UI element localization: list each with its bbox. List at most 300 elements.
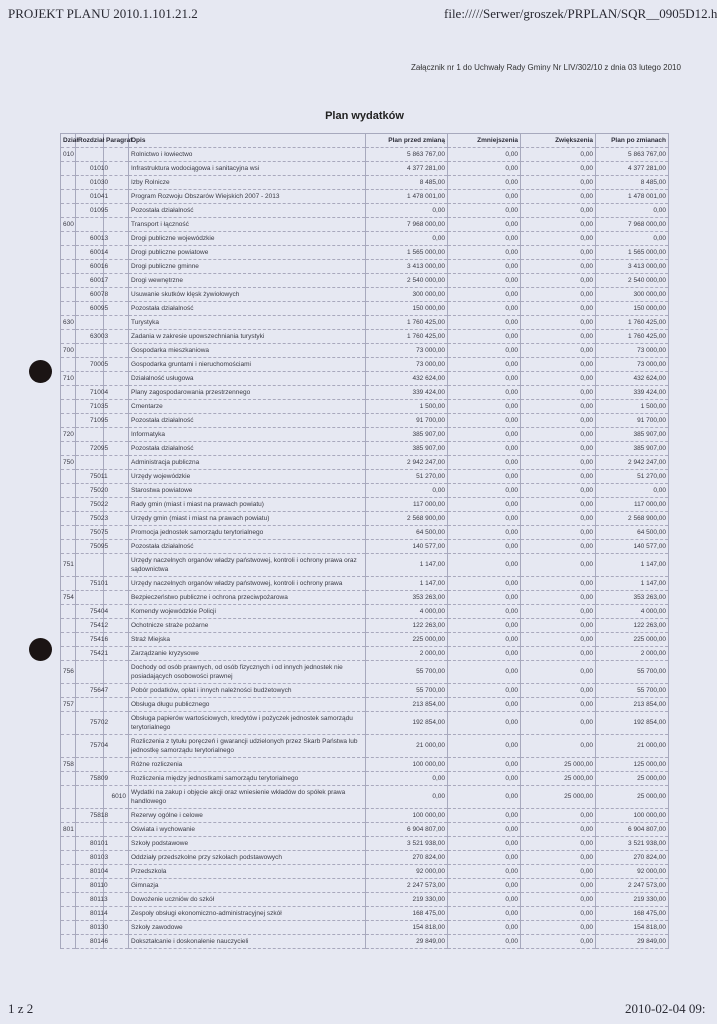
cell-zmniejszenia: 0,00	[448, 935, 521, 949]
cell-plan-po: 2 568 900,00	[596, 512, 669, 526]
cell-plan-po: 192 854,00	[596, 712, 669, 735]
cell-plan-przed: 1 565 000,00	[366, 246, 448, 260]
col-header-zwiekszenia: Zwiększenia	[521, 134, 596, 148]
cell-paragraf	[104, 591, 129, 605]
cell-plan-po: 300 000,00	[596, 288, 669, 302]
cell-zmniejszenia: 0,00	[448, 330, 521, 344]
cell-dzial	[61, 176, 76, 190]
cell-plan-po: 432 624,00	[596, 372, 669, 386]
cell-rozdzial: 01095	[76, 204, 104, 218]
cell-zwiekszenia: 0,00	[521, 190, 596, 204]
table-row	[61, 921, 669, 935]
cell-opis: Zespoły obsługi ekonomiczno-administracyjnej szkół	[129, 907, 366, 921]
cell-plan-przed: 385 907,00	[366, 442, 448, 456]
cell-zmniejszenia: 0,00	[448, 148, 521, 162]
cell-plan-przed: 213 854,00	[366, 698, 448, 712]
cell-dzial	[61, 162, 76, 176]
cell-zmniejszenia: 0,00	[448, 400, 521, 414]
cell-plan-przed: 0,00	[366, 786, 448, 809]
cell-plan-po: 0,00	[596, 204, 669, 218]
col-header-paragraf: Paragraf	[104, 134, 129, 148]
cell-plan-po: 2 247 573,00	[596, 879, 669, 893]
cell-rozdzial: 80104	[76, 865, 104, 879]
cell-opis: Administracja publiczna	[129, 456, 366, 470]
cell-dzial: 754	[61, 591, 76, 605]
table-row	[61, 386, 669, 400]
table-row	[61, 190, 669, 204]
cell-zwiekszenia: 0,00	[521, 260, 596, 274]
cell-rozdzial	[76, 698, 104, 712]
cell-rozdzial: 60014	[76, 246, 104, 260]
table-row	[61, 442, 669, 456]
cell-dzial	[61, 647, 76, 661]
cell-plan-po: 2 540 000,00	[596, 274, 669, 288]
cell-dzial: 600	[61, 218, 76, 232]
cell-zwiekszenia: 0,00	[521, 712, 596, 735]
cell-dzial	[61, 414, 76, 428]
cell-opis: Dochody od osób prawnych, od osób fizycznych i od innych jednostek nie posiadających osobowości prawnej	[129, 661, 366, 684]
cell-plan-po: 4 000,00	[596, 605, 669, 619]
cell-plan-po: 8 485,00	[596, 176, 669, 190]
cell-plan-po: 92 000,00	[596, 865, 669, 879]
cell-dzial	[61, 577, 76, 591]
cell-zwiekszenia: 0,00	[521, 204, 596, 218]
cell-dzial	[61, 540, 76, 554]
cell-zwiekszenia: 0,00	[521, 288, 596, 302]
cell-rozdzial: 75020	[76, 484, 104, 498]
table-row	[61, 232, 669, 246]
cell-opis: Drogi publiczne powiatowe	[129, 246, 366, 260]
cell-plan-przed: 29 849,00	[366, 935, 448, 949]
cell-plan-przed: 339 424,00	[366, 386, 448, 400]
cell-rozdzial	[76, 661, 104, 684]
cell-plan-przed: 2 540 000,00	[366, 274, 448, 288]
cell-plan-przed: 1 478 001,00	[366, 190, 448, 204]
cell-opis: Szkoły podstawowe	[129, 837, 366, 851]
table-row	[61, 414, 669, 428]
cell-opis: Rezerwy ogólne i celowe	[129, 809, 366, 823]
cell-rozdzial: 60095	[76, 302, 104, 316]
cell-zwiekszenia: 25 000,00	[521, 772, 596, 786]
cell-plan-przed: 192 854,00	[366, 712, 448, 735]
cell-zmniejszenia: 0,00	[448, 456, 521, 470]
cell-opis: Dowożenie uczniów do szkół	[129, 893, 366, 907]
cell-plan-przed: 225 000,00	[366, 633, 448, 647]
cell-plan-po: 25 000,00	[596, 772, 669, 786]
cell-rozdzial	[76, 591, 104, 605]
cell-dzial: 010	[61, 148, 76, 162]
cell-plan-po: 6 904 807,00	[596, 823, 669, 837]
table-row	[61, 893, 669, 907]
cell-zmniejszenia: 0,00	[448, 879, 521, 893]
cell-zwiekszenia: 0,00	[521, 661, 596, 684]
cell-opis: Turystyka	[129, 316, 366, 330]
cell-plan-przed: 2 000,00	[366, 647, 448, 661]
cell-zwiekszenia: 0,00	[521, 176, 596, 190]
cell-zwiekszenia: 0,00	[521, 591, 596, 605]
cell-zmniejszenia: 0,00	[448, 633, 521, 647]
table-row	[61, 204, 669, 218]
cell-dzial	[61, 712, 76, 735]
table-row	[61, 851, 669, 865]
cell-dzial: 630	[61, 316, 76, 330]
table-row	[61, 456, 669, 470]
cell-dzial	[61, 907, 76, 921]
cell-opis: Oddziały przedszkolne przy szkołach podstawowych	[129, 851, 366, 865]
cell-opis: Gospodarka gruntami i nieruchomościami	[129, 358, 366, 372]
cell-rozdzial	[76, 823, 104, 837]
cell-zmniejszenia: 0,00	[448, 865, 521, 879]
cell-zwiekszenia: 0,00	[521, 456, 596, 470]
cell-zmniejszenia: 0,00	[448, 316, 521, 330]
cell-paragraf	[104, 428, 129, 442]
cell-rozdzial: 75404	[76, 605, 104, 619]
cell-plan-przed: 219 330,00	[366, 893, 448, 907]
cell-plan-po: 55 700,00	[596, 684, 669, 698]
cell-plan-po: 29 849,00	[596, 935, 669, 949]
cell-zmniejszenia: 0,00	[448, 837, 521, 851]
cell-zmniejszenia: 0,00	[448, 540, 521, 554]
cell-dzial	[61, 619, 76, 633]
cell-plan-po: 0,00	[596, 232, 669, 246]
cell-dzial	[61, 470, 76, 484]
table-row	[61, 591, 669, 605]
cell-plan-przed: 73 000,00	[366, 358, 448, 372]
cell-plan-po: 0,00	[596, 484, 669, 498]
cell-rozdzial: 71095	[76, 414, 104, 428]
cell-opis: Plany zagospodarowania przestrzennego	[129, 386, 366, 400]
cell-opis: Zarządzanie kryzysowe	[129, 647, 366, 661]
cell-plan-po: 1 760 425,00	[596, 330, 669, 344]
cell-zmniejszenia: 0,00	[448, 176, 521, 190]
cell-rozdzial: 75075	[76, 526, 104, 540]
table-row	[61, 274, 669, 288]
cell-zwiekszenia: 0,00	[521, 540, 596, 554]
cell-opis: Rozliczenia z tytułu poręczeń i gwarancji udzielonych przez Skarb Państwa lub jednostkę samorządu terytorialnego	[129, 735, 366, 758]
table-row	[61, 712, 669, 735]
cell-plan-przed: 122 263,00	[366, 619, 448, 633]
cell-zmniejszenia: 0,00	[448, 372, 521, 386]
table-row	[61, 823, 669, 837]
cell-paragraf	[104, 758, 129, 772]
cell-paragraf	[104, 823, 129, 837]
cell-opis: Infrastruktura wodociągowa i sanitacyjna wsi	[129, 162, 366, 176]
cell-zmniejszenia: 0,00	[448, 428, 521, 442]
cell-rozdzial: 75704	[76, 735, 104, 758]
cell-opis: Pozostała działalność	[129, 442, 366, 456]
cell-opis: Pobór podatków, opłat i innych należności budżetowych	[129, 684, 366, 698]
table-row	[61, 865, 669, 879]
cell-rozdzial: 01010	[76, 162, 104, 176]
cell-zwiekszenia: 0,00	[521, 893, 596, 907]
cell-dzial	[61, 288, 76, 302]
cell-dzial	[61, 330, 76, 344]
table-row	[61, 605, 669, 619]
cell-dzial	[61, 865, 76, 879]
cell-plan-po: 339 424,00	[596, 386, 669, 400]
cell-rozdzial	[76, 554, 104, 577]
cell-dzial	[61, 274, 76, 288]
cell-zmniejszenia: 0,00	[448, 442, 521, 456]
cell-zmniejszenia: 0,00	[448, 190, 521, 204]
cell-zmniejszenia: 0,00	[448, 851, 521, 865]
cell-plan-przed: 3 521 938,00	[366, 837, 448, 851]
cell-rozdzial: 80130	[76, 921, 104, 935]
cell-dzial	[61, 786, 76, 809]
page-title	[0, 110, 701, 122]
cell-plan-po: 117 000,00	[596, 498, 669, 512]
cell-plan-przed: 0,00	[366, 204, 448, 218]
cell-rozdzial: 75023	[76, 512, 104, 526]
cell-paragraf	[104, 456, 129, 470]
cell-dzial	[61, 498, 76, 512]
cell-zmniejszenia: 0,00	[448, 498, 521, 512]
table-row	[61, 358, 669, 372]
cell-zwiekszenia: 0,00	[521, 316, 596, 330]
cell-opis: Informatyka	[129, 428, 366, 442]
cell-opis: Obsługa papierów wartościowych, kredytów i pożyczek jednostek samorządu terytorialnego	[129, 712, 366, 735]
cell-plan-przed: 154 818,00	[366, 921, 448, 935]
col-header-opis: Opis	[129, 134, 366, 148]
print-footer-page: 1 z 2	[8, 1001, 34, 1016]
cell-zmniejszenia: 0,00	[448, 554, 521, 577]
cell-plan-przed: 432 624,00	[366, 372, 448, 386]
cell-zwiekszenia: 0,00	[521, 698, 596, 712]
table-row	[61, 400, 669, 414]
cell-rozdzial	[76, 344, 104, 358]
cell-dzial	[61, 386, 76, 400]
cell-opis: Różne rozliczenia	[129, 758, 366, 772]
cell-opis: Urzędy naczelnych organów władzy państwowej, kontroli i ochrony prawa oraz sądownictwa	[129, 554, 366, 577]
cell-rozdzial: 75101	[76, 577, 104, 591]
cell-zwiekszenia: 0,00	[521, 735, 596, 758]
cell-zwiekszenia: 0,00	[521, 619, 596, 633]
cell-opis: Usuwanie skutków klęsk żywiołowych	[129, 288, 366, 302]
cell-zwiekszenia: 0,00	[521, 344, 596, 358]
cell-rozdzial: 75809	[76, 772, 104, 786]
cell-opis: Komendy wojewódzkie Policji	[129, 605, 366, 619]
cell-dzial: 710	[61, 372, 76, 386]
table-row	[61, 879, 669, 893]
cell-zmniejszenia: 0,00	[448, 591, 521, 605]
cell-opis: Pozostała działalność	[129, 540, 366, 554]
table-row	[61, 288, 669, 302]
table-row	[61, 758, 669, 772]
cell-plan-przed: 51 270,00	[366, 470, 448, 484]
cell-opis: Drogi publiczne gminne	[129, 260, 366, 274]
cell-plan-przed: 0,00	[366, 232, 448, 246]
cell-rozdzial	[76, 758, 104, 772]
cell-zwiekszenia: 0,00	[521, 851, 596, 865]
col-header-plan-po: Plan po zmianach	[596, 134, 669, 148]
table-row	[61, 470, 669, 484]
cell-dzial	[61, 735, 76, 758]
cell-zwiekszenia: 0,00	[521, 684, 596, 698]
cell-zmniejszenia: 0,00	[448, 274, 521, 288]
cell-plan-przed: 168 475,00	[366, 907, 448, 921]
cell-plan-po: 213 854,00	[596, 698, 669, 712]
cell-plan-przed: 8 485,00	[366, 176, 448, 190]
cell-zwiekszenia: 0,00	[521, 428, 596, 442]
cell-plan-po: 353 263,00	[596, 591, 669, 605]
cell-opis: Drogi wewnętrzne	[129, 274, 366, 288]
cell-plan-po: 5 863 767,00	[596, 148, 669, 162]
cell-dzial	[61, 484, 76, 498]
cell-rozdzial: 80114	[76, 907, 104, 921]
cell-plan-przed: 2 942 247,00	[366, 456, 448, 470]
cell-zwiekszenia: 0,00	[521, 935, 596, 949]
cell-opis: Straż Miejska	[129, 633, 366, 647]
cell-opis: Gimnazja	[129, 879, 366, 893]
cell-zmniejszenia: 0,00	[448, 302, 521, 316]
cell-plan-po: 219 330,00	[596, 893, 669, 907]
cell-plan-przed: 6 904 807,00	[366, 823, 448, 837]
print-header-url: file://///Serwer/groszek/PRPLAN/SQR__0905D12.h	[444, 6, 717, 21]
cell-dzial: 720	[61, 428, 76, 442]
cell-dzial	[61, 246, 76, 260]
table-row	[61, 512, 669, 526]
cell-plan-po: 51 270,00	[596, 470, 669, 484]
cell-plan-po: 7 968 000,00	[596, 218, 669, 232]
cell-dzial	[61, 879, 76, 893]
cell-plan-przed: 270 824,00	[366, 851, 448, 865]
cell-plan-przed: 0,00	[366, 772, 448, 786]
cell-dzial	[61, 190, 76, 204]
cell-zmniejszenia: 0,00	[448, 218, 521, 232]
cell-rozdzial	[76, 316, 104, 330]
cell-plan-przed: 0,00	[366, 484, 448, 498]
cell-dzial	[61, 512, 76, 526]
cell-opis: Pozostała działalność	[129, 302, 366, 316]
cell-zmniejszenia: 0,00	[448, 684, 521, 698]
cell-rozdzial: 63003	[76, 330, 104, 344]
cell-zwiekszenia: 0,00	[521, 526, 596, 540]
cell-zmniejszenia: 0,00	[448, 484, 521, 498]
cell-rozdzial: 80110	[76, 879, 104, 893]
cell-plan-przed: 117 000,00	[366, 498, 448, 512]
cell-dzial	[61, 358, 76, 372]
page-title-text: Plan wydatków	[325, 110, 404, 122]
cell-plan-przed: 73 000,00	[366, 344, 448, 358]
cell-plan-po: 150 000,00	[596, 302, 669, 316]
cell-zwiekszenia: 0,00	[521, 246, 596, 260]
cell-plan-przed: 150 000,00	[366, 302, 448, 316]
cell-zmniejszenia: 0,00	[448, 577, 521, 591]
cell-rozdzial: 75421	[76, 647, 104, 661]
cell-opis: Ochotnicze straże pożarne	[129, 619, 366, 633]
cell-zwiekszenia: 0,00	[521, 470, 596, 484]
table-row	[61, 526, 669, 540]
cell-zmniejszenia: 0,00	[448, 698, 521, 712]
cell-zwiekszenia: 0,00	[521, 162, 596, 176]
cell-plan-po: 100 000,00	[596, 809, 669, 823]
table-row	[61, 176, 669, 190]
cell-opis: Drogi publiczne wojewódzkie	[129, 232, 366, 246]
cell-zwiekszenia: 25 000,00	[521, 758, 596, 772]
table-row	[61, 935, 669, 949]
table-row	[61, 633, 669, 647]
table-row	[61, 330, 669, 344]
cell-dzial: 757	[61, 698, 76, 712]
cell-paragraf	[104, 698, 129, 712]
cell-plan-przed: 300 000,00	[366, 288, 448, 302]
cell-plan-po: 55 700,00	[596, 661, 669, 684]
cell-opis: Szkoły zawodowe	[129, 921, 366, 935]
cell-dzial	[61, 302, 76, 316]
cell-plan-przed: 2 568 900,00	[366, 512, 448, 526]
cell-zwiekszenia: 0,00	[521, 633, 596, 647]
cell-plan-przed: 5 863 767,00	[366, 148, 448, 162]
cell-opis: Przedszkola	[129, 865, 366, 879]
cell-plan-po: 3 521 938,00	[596, 837, 669, 851]
cell-plan-przed: 1 147,00	[366, 577, 448, 591]
cell-rozdzial: 75818	[76, 809, 104, 823]
table-row	[61, 372, 669, 386]
cell-rozdzial: 80146	[76, 935, 104, 949]
cell-dzial	[61, 204, 76, 218]
cell-zmniejszenia: 0,00	[448, 526, 521, 540]
cell-opis: Rozliczenia między jednostkami samorządu terytorialnego	[129, 772, 366, 786]
table-row	[61, 837, 669, 851]
table-row	[61, 735, 669, 758]
cell-plan-po: 3 413 000,00	[596, 260, 669, 274]
table-row	[61, 498, 669, 512]
cell-opis: Działalność usługowa	[129, 372, 366, 386]
cell-zmniejszenia: 0,00	[448, 605, 521, 619]
cell-paragraf	[104, 372, 129, 386]
cell-zwiekszenia: 0,00	[521, 554, 596, 577]
cell-paragraf	[104, 316, 129, 330]
cell-plan-po: 64 500,00	[596, 526, 669, 540]
table-row	[61, 554, 669, 577]
cell-opis: Rady gmin (miast i miast na prawach powiatu)	[129, 498, 366, 512]
cell-zwiekszenia: 0,00	[521, 605, 596, 619]
cell-plan-po: 122 263,00	[596, 619, 669, 633]
cell-zwiekszenia: 0,00	[521, 907, 596, 921]
cell-zwiekszenia: 0,00	[521, 148, 596, 162]
cell-dzial	[61, 837, 76, 851]
cell-zwiekszenia: 0,00	[521, 865, 596, 879]
cell-plan-przed: 55 700,00	[366, 684, 448, 698]
cell-rozdzial: 75702	[76, 712, 104, 735]
cell-plan-przed: 2 247 573,00	[366, 879, 448, 893]
table-row	[61, 344, 669, 358]
cell-rozdzial	[76, 786, 104, 809]
cell-rozdzial: 70005	[76, 358, 104, 372]
cell-plan-przed: 64 500,00	[366, 526, 448, 540]
cell-rozdzial: 75095	[76, 540, 104, 554]
cell-paragraf	[104, 344, 129, 358]
cell-opis: Transport i łączność	[129, 218, 366, 232]
table-row	[61, 619, 669, 633]
cell-zmniejszenia: 0,00	[448, 647, 521, 661]
cell-rozdzial: 72095	[76, 442, 104, 456]
cell-zmniejszenia: 0,00	[448, 470, 521, 484]
cell-zmniejszenia: 0,00	[448, 414, 521, 428]
cell-zwiekszenia: 0,00	[521, 921, 596, 935]
cell-zmniejszenia: 0,00	[448, 246, 521, 260]
cell-rozdzial: 80113	[76, 893, 104, 907]
cell-paragraf	[104, 661, 129, 684]
punch-hole-icon	[29, 638, 52, 661]
cell-zwiekszenia: 0,00	[521, 358, 596, 372]
table-row	[61, 661, 669, 684]
cell-opis: Gospodarka mieszkaniowa	[129, 344, 366, 358]
table-row	[61, 260, 669, 274]
cell-opis: Starostwa powiatowe	[129, 484, 366, 498]
cell-dzial	[61, 605, 76, 619]
cell-plan-po: 385 907,00	[596, 442, 669, 456]
